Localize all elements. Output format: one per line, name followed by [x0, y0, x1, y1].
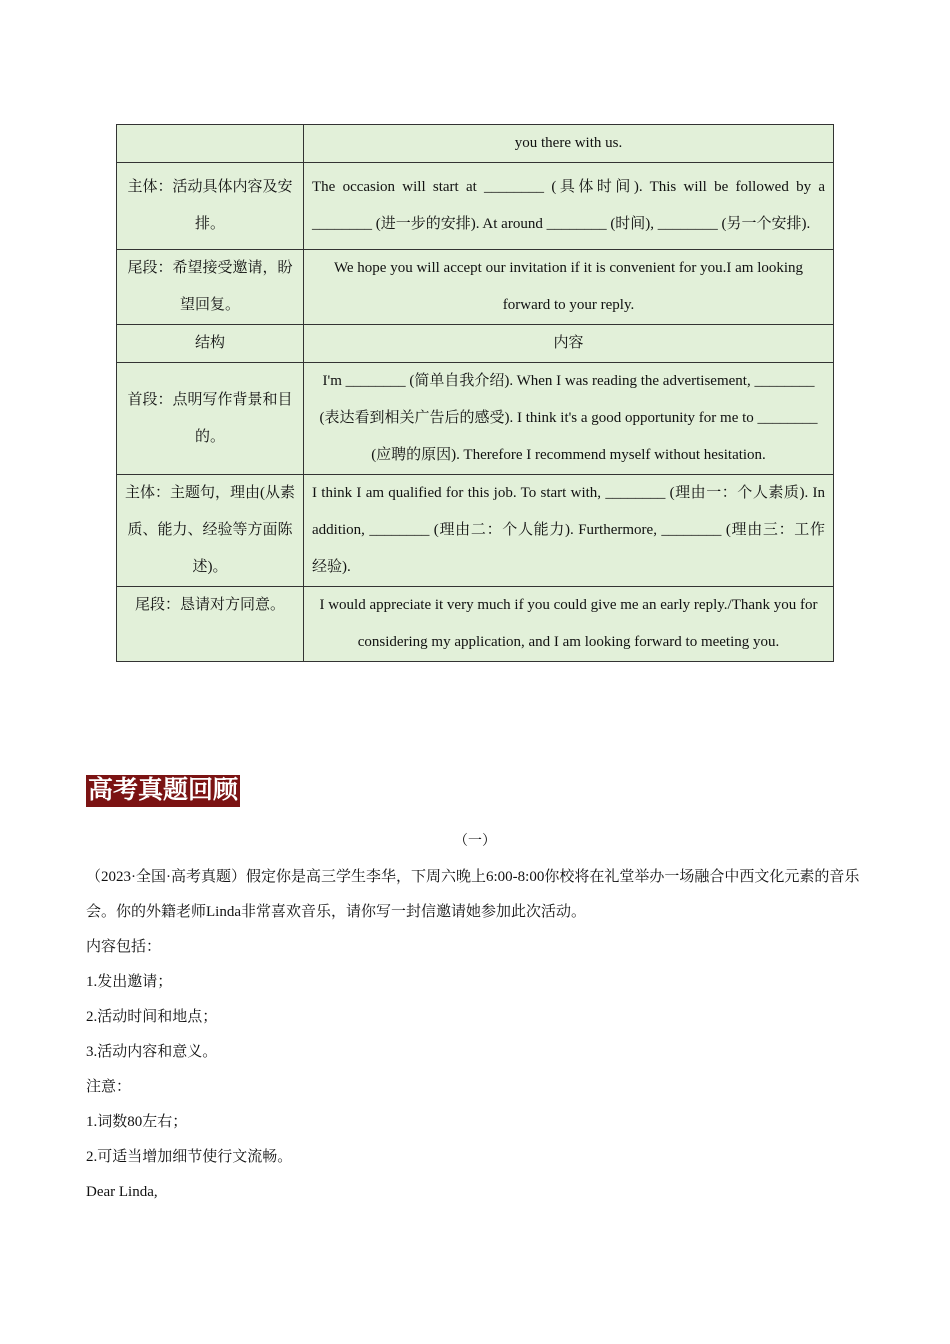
table-row: [117, 163, 834, 250]
structure-cell: 主体：活动具体内容及安排。: [117, 163, 304, 250]
structure-cell: [117, 125, 304, 163]
content-cell: I would appreciate it very much if you could give me an early reply./Thank you for considering my application, and I am looking forward to meeting you.: [304, 587, 834, 662]
table-row: [117, 475, 834, 587]
section-title: 高考真题回顾: [86, 775, 240, 807]
writing-structure-table: [116, 124, 834, 662]
table-row: [117, 125, 834, 163]
content-heading: 内容包括：: [86, 939, 162, 955]
prompt-intro: （2023·全国·高考真题）假定你是高三学生李华，下周六晚上6:00-8:00你校将在礼堂举办一场融合中西文化元素的音乐会。你的外籍老师Linda非常喜欢音乐，请你写一封信邀请她参加此次活动。: [86, 869, 860, 920]
structure-cell: 尾段：恳请对方同意。: [117, 587, 304, 662]
content-cell: I'm ________ (简单自我介绍). When I was reading the advertisement, ________ (表达看到相关广告后的感受). I think it's a good opportunity for me to ________ (应聘的原因). Therefore I recommend myself without hesitation.: [304, 363, 834, 475]
writing-prompt: [86, 860, 864, 1210]
table-row: [117, 363, 834, 475]
note-heading: 注意：: [86, 1079, 132, 1095]
structure-cell: 尾段：希望接受邀请，盼望回复。: [117, 250, 304, 325]
note-item: 2.可适当增加细节使行文流畅。: [86, 1149, 293, 1165]
structure-cell: 主体：主题句，理由(从素质、能力、经验等方面陈述)。: [117, 475, 304, 587]
content-cell: The occasion will start at ________ (具体时间). This will be followed by a ________ (进一步的安排). At around ________ (时间), ________ (另一个安排).: [304, 163, 834, 250]
note-item: 1.词数80左右；: [86, 1114, 188, 1130]
content-item: 3.活动内容和意义。: [86, 1044, 218, 1060]
content-cell: you there with us.: [304, 125, 834, 163]
table-header-row: [117, 325, 834, 363]
salutation: Dear Linda,: [86, 1184, 158, 1200]
content-cell: I think I am qualified for this job. To start with, ________ (理由一：个人素质). In addition, ________ (理由二：个人能力). Furthermore, ________ (理由三：工作经验).: [304, 475, 834, 587]
content-item: 2.活动时间和地点；: [86, 1009, 218, 1025]
structure-header: 结构: [117, 325, 304, 363]
question-number: （一）: [454, 834, 496, 849]
structure-cell: 首段：点明写作背景和目的。: [117, 363, 304, 475]
table-row: [117, 250, 834, 325]
content-item: 1.发出邀请；: [86, 974, 173, 990]
content-header: 内容: [304, 325, 834, 363]
table-row: [117, 587, 834, 662]
content-cell: We hope you will accept our invitation if it is convenient for you.I am looking forward to your reply.: [304, 250, 834, 325]
